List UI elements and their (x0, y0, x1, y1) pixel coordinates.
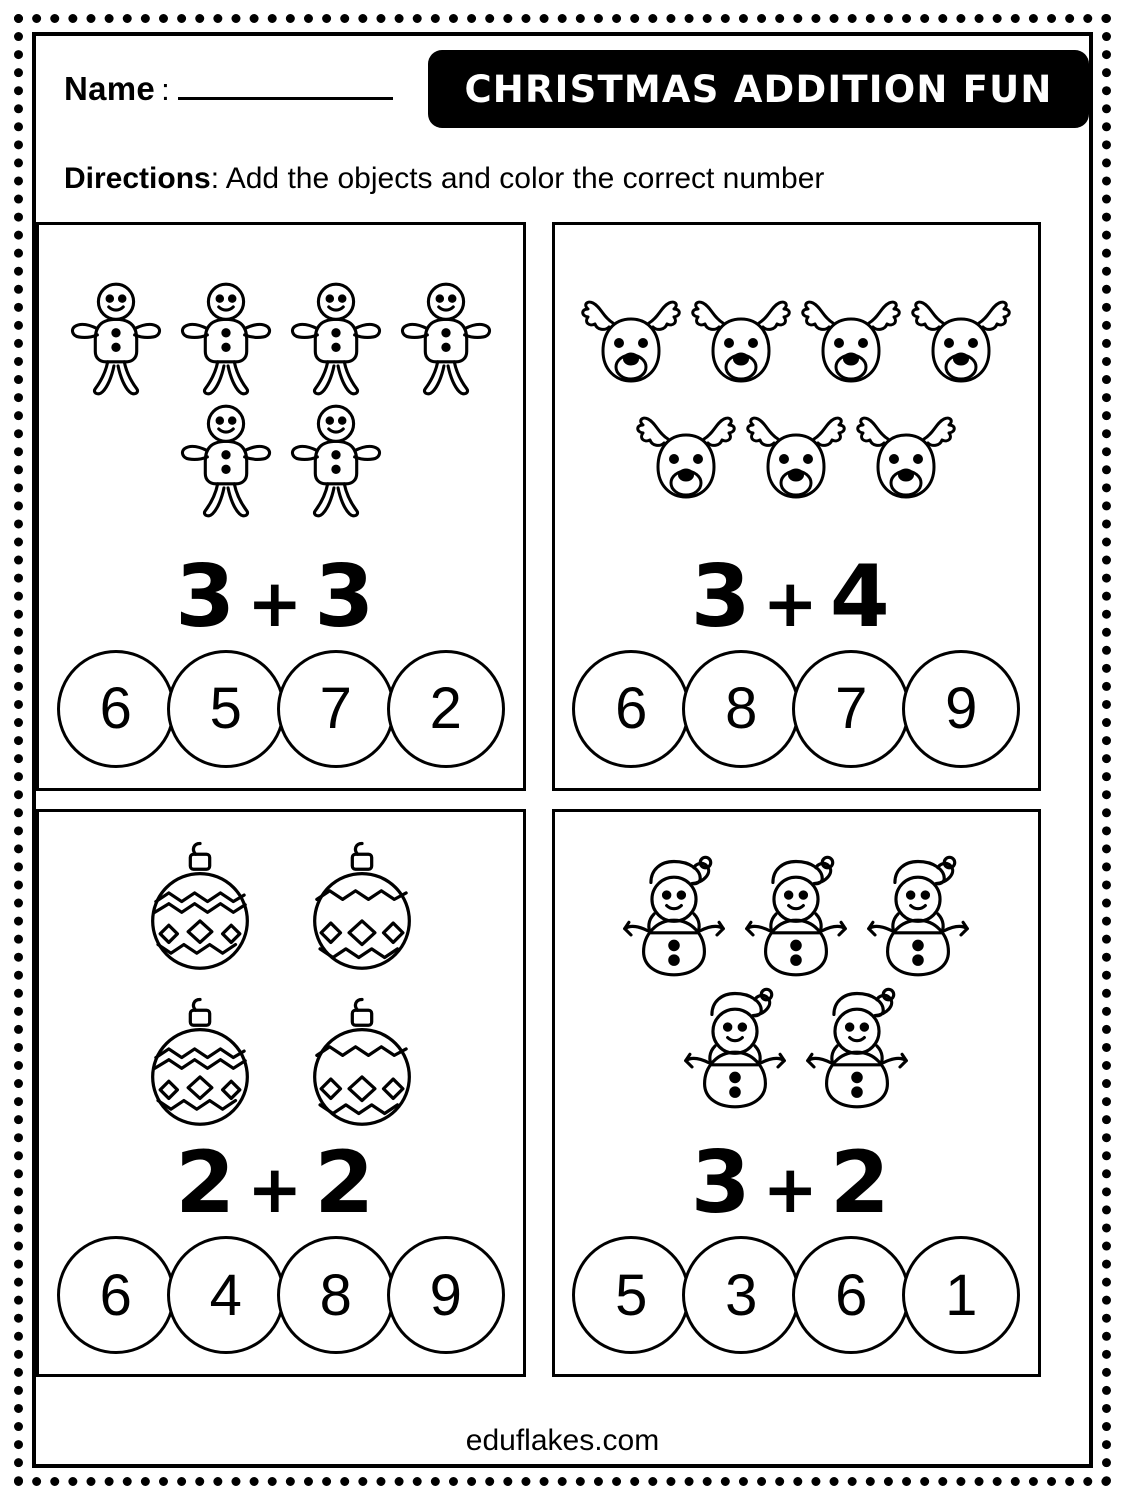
name-field[interactable] (36, 70, 428, 108)
snowman-icon (616, 851, 732, 979)
answer-choice[interactable]: 1 (902, 1236, 1020, 1354)
addend-1: 3 (690, 1133, 763, 1233)
gingerbread-man-icon (284, 279, 388, 397)
equation-4 (690, 1133, 902, 1233)
answer-choice[interactable]: 5 (167, 650, 285, 768)
answer-choice[interactable]: 6 (57, 650, 175, 768)
addend-2: 3 (314, 546, 387, 647)
object-set-gingerbread (49, 239, 513, 550)
object-set-reindeer (565, 239, 1029, 550)
answer-choice[interactable]: 4 (167, 1236, 285, 1354)
snowman-icon (799, 983, 915, 1111)
gingerbread-man-icon (174, 279, 278, 397)
christmas-ornament-icon (140, 837, 260, 979)
answer-choice[interactable]: 6 (572, 650, 690, 768)
snowman-icon (860, 851, 976, 979)
problems-grid (36, 222, 1041, 1377)
problem-card-1 (36, 222, 526, 791)
reindeer-face-icon (744, 401, 848, 513)
answer-choice[interactable]: 9 (902, 650, 1020, 768)
reindeer-face-icon (909, 285, 1013, 397)
addend-1: 2 (175, 1133, 248, 1233)
directions-label: Directions (64, 162, 211, 195)
answer-choices-1 (57, 650, 505, 768)
problem-card-2 (552, 222, 1042, 791)
object-set-ornaments (111, 826, 451, 1137)
answer-choice[interactable]: 6 (792, 1236, 910, 1354)
addend-2: 2 (314, 1133, 387, 1233)
plus-operator: + (762, 1151, 830, 1228)
answer-choice[interactable]: 5 (572, 1236, 690, 1354)
gingerbread-man-icon (394, 279, 498, 397)
answer-choice[interactable]: 7 (277, 650, 395, 768)
answer-choice[interactable]: 6 (57, 1236, 175, 1354)
equation-2 (690, 546, 902, 647)
name-colon: : (161, 72, 170, 107)
page-title: CHRISTMAS ADDITION FUN (428, 50, 1089, 128)
christmas-ornament-icon (140, 993, 260, 1135)
gingerbread-man-icon (64, 279, 168, 397)
plus-operator: + (247, 564, 315, 642)
equation-1 (175, 546, 387, 647)
addend-2: 4 (829, 546, 902, 647)
gingerbread-man-icon (284, 401, 388, 519)
plus-operator: + (247, 1151, 315, 1228)
answer-choices-2 (572, 650, 1020, 768)
object-set-snowmen (535, 826, 1059, 1137)
reindeer-face-icon (854, 401, 958, 513)
answer-choice[interactable]: 3 (682, 1236, 800, 1354)
christmas-ornament-icon (302, 837, 422, 979)
addend-1: 3 (175, 546, 248, 647)
name-write-line[interactable] (178, 71, 393, 100)
footer-site: eduflakes.com (465, 1424, 660, 1457)
answer-choice[interactable]: 9 (387, 1236, 505, 1354)
answer-choices-4 (572, 1236, 1020, 1354)
answer-choice[interactable]: 2 (387, 650, 505, 768)
answer-choices-3 (57, 1236, 505, 1354)
reindeer-face-icon (634, 401, 738, 513)
header (36, 50, 1089, 128)
answer-choice[interactable]: 8 (277, 1236, 395, 1354)
problem-card-4 (552, 809, 1042, 1378)
reindeer-face-icon (579, 285, 683, 397)
name-label: Name (64, 70, 156, 107)
gingerbread-man-icon (174, 401, 278, 519)
addend-1: 3 (690, 546, 763, 647)
answer-choice[interactable]: 7 (792, 650, 910, 768)
answer-choice[interactable]: 8 (682, 650, 800, 768)
reindeer-face-icon (799, 285, 903, 397)
plus-operator: + (762, 564, 830, 642)
reindeer-face-icon (689, 285, 793, 397)
christmas-ornament-icon (302, 993, 422, 1135)
equation-3 (175, 1133, 387, 1233)
worksheet-content (36, 36, 1089, 1464)
addend-2: 2 (829, 1133, 902, 1233)
directions (64, 162, 1089, 196)
snowman-icon (738, 851, 854, 979)
problem-card-3 (36, 809, 526, 1378)
snowman-icon (677, 983, 793, 1111)
directions-text: : Add the objects and color the correct number (210, 162, 825, 195)
